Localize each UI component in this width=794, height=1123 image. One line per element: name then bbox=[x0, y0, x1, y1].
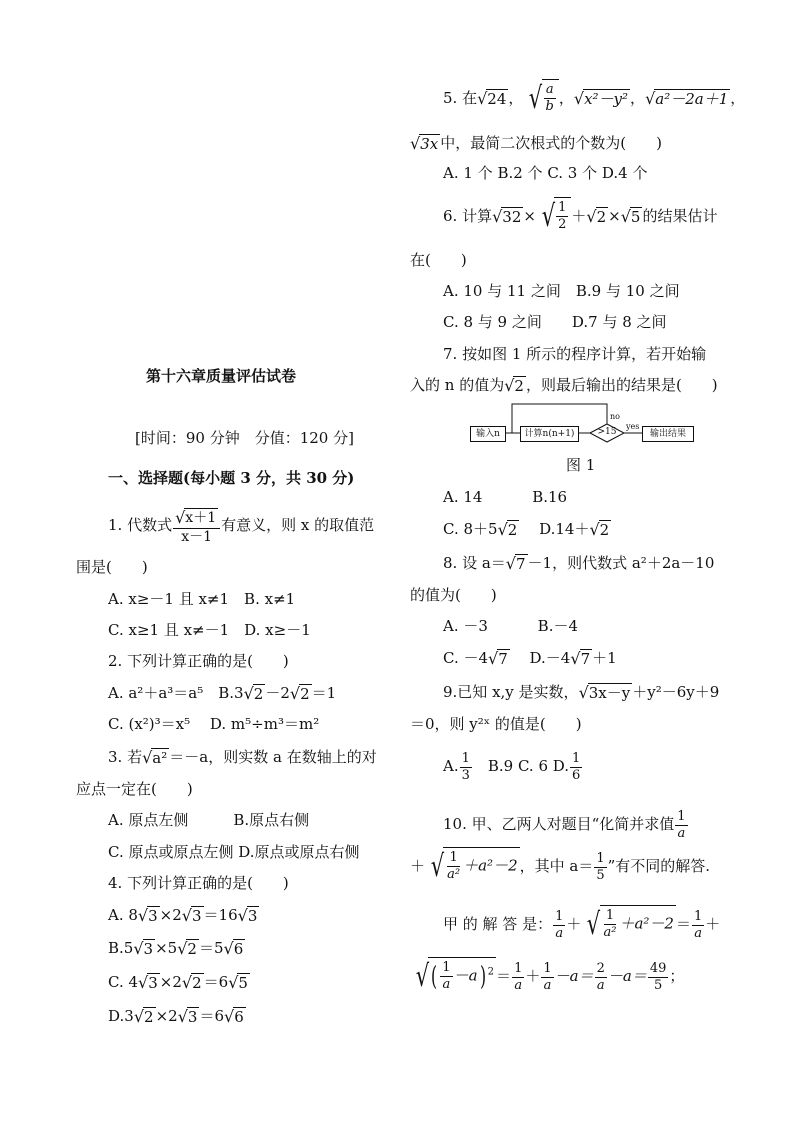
question-3-cont: 应点一定在( ) bbox=[76, 780, 193, 798]
question-3-option-c: C. 原点或原点左侧 D.原点或原点右侧 bbox=[108, 843, 360, 861]
question-6-option-a: A. 10 与 11 之间 B.9 与 10 之间 bbox=[443, 282, 680, 300]
question-6-stem: 6. 计算 √ 32 × √ $\frac{1}{2}$ ＋ √ 2 × √ 5 的结果估计 bbox=[443, 196, 717, 237]
question-3-stem: 3. 若 √ a² ＝－a，则实数 a 在数轴上的对 bbox=[108, 748, 377, 767]
question-9-stem: 9.已知 x,y 是实数， √ 3x－y ＋y²－6y＋9 bbox=[443, 683, 720, 702]
flow-yes-label: yes bbox=[626, 422, 640, 431]
question-5-line2: √ 3x 中，最简二次根式的个数为( ) bbox=[410, 134, 662, 153]
question-10-line2: ＋ √ $\frac{1}{\text{a²}}$ ＋a²－2 ，其中 a＝ $\frac{1}{5}$ ”有不同的解答. bbox=[410, 846, 710, 887]
question-7-stem: 7. 按如图 1 所示的程序计算，若开始输 bbox=[443, 345, 707, 363]
question-5-stem: 5. 在 √ 24 ， √ $\frac{a}{b}$ ， √ x²－y² ， √ a²－2a＋1 ， bbox=[443, 76, 745, 120]
question-2-option-a: A. a²＋a³＝a⁵ B.3 √ 2 －2 √ 2 ＝1 bbox=[108, 684, 337, 703]
question-8-option-c: C. －4 √ 7 D.－4 √ 7 ＋1 bbox=[443, 649, 617, 668]
flowchart bbox=[470, 402, 700, 446]
question-4-option-c: C. 4 √ 3 ×2 √ 2 ＝6 √ 5 bbox=[108, 973, 248, 992]
question-1-stem: 1. 代数式 √ x＋1 x－1 有意义，则 x 的取值范 bbox=[108, 507, 375, 545]
question-2-stem: 2. 下列计算正确的是( ) bbox=[108, 652, 289, 670]
section-heading: 一、选择题(每小题 3 分，共 30 分) bbox=[108, 469, 355, 487]
question-7-option-a: A. 14 B.16 bbox=[443, 488, 568, 506]
question-8-stem: 8. 设 a＝ √ 7 －1，则代数式 a²＋2a－10 bbox=[443, 554, 715, 573]
question-9-cont: ＝0，则 y²ˣ 的值是( ) bbox=[410, 715, 582, 733]
question-8-option-a: A. －3 B.－4 bbox=[443, 617, 579, 635]
question-4-option-d: D.3 √ 2 ×2 √ 3 ＝6 √ 6 bbox=[108, 1007, 244, 1026]
question-1-option-a: A. x≥－1 且 x≠1 B. x≠1 bbox=[108, 590, 296, 608]
question-3-option-a: A. 原点左侧 B.原点右侧 bbox=[108, 811, 310, 829]
flow-no-label: no bbox=[610, 412, 620, 421]
question-7-line2: 入的 n 的值为 √ 2 ，则最后输出的结果是( ) bbox=[410, 376, 718, 395]
question-10-stem: 10. 甲、乙两人对题目“化简并求值 $\frac{1}{a}$ bbox=[443, 808, 686, 841]
question-2-option-c: C. (x²)³＝x⁵ D. m⁵÷m³＝m² bbox=[108, 715, 320, 733]
question-5-options: A. 1 个 B.2 个 C. 3 个 D.4 个 bbox=[443, 164, 648, 182]
figure-caption: 图 1 bbox=[566, 456, 596, 474]
question-9-options: A. $\frac{1}{3}$ B.9 C. 6 D. $\frac{1}{6}$ bbox=[443, 750, 581, 783]
question-8-cont: 的值为( ) bbox=[410, 586, 497, 604]
question-1-option-c: C. x≥1 且 x≠－1 D. x≥－1 bbox=[108, 621, 311, 639]
exam-meta: [时间：90 分钟 分值：120 分] bbox=[135, 429, 354, 447]
question-10-jia-line1: 甲 的 解 答 是： $\frac{1}{a}$ ＋ √ $\frac{1}{\text{a²}}$ ＋a²－2 ＝ $\frac{1}{a}$ ＋ bbox=[443, 904, 720, 945]
page-title: 第十六章质量评估试卷 bbox=[146, 367, 297, 385]
question-6-option-c: C. 8 与 9 之间 D.7 与 8 之间 bbox=[443, 313, 667, 331]
question-6-cont: 在( ) bbox=[410, 251, 467, 269]
flow-input-box: 输入n bbox=[470, 426, 506, 442]
question-7-option-c: C. 8＋5 √ 2 D.14＋ √ 2 bbox=[443, 520, 610, 539]
question-10-jia-line2: √ ( $\frac{1}{a}$ －a) $^2$ ＝ $\frac{1}{a}$ ＋ $\frac{1}{a}$ －a＝ $\frac{2}{a}$ －a＝ $\frac{49}{5}$ ； bbox=[410, 952, 684, 1000]
flow-output-box: 输出结果 bbox=[642, 426, 694, 442]
flow-condition: >15 bbox=[597, 427, 617, 437]
flow-calc-box: 计算n(n+1) bbox=[520, 426, 579, 442]
question-4-option-b: B.5 √ 3 ×5 √ 2 ＝5 √ 6 bbox=[108, 939, 244, 958]
question-4-stem: 4. 下列计算正确的是( ) bbox=[108, 874, 289, 892]
question-4-option-a: A. 8 √ 3 ×2 √ 3 ＝16 √ 3 bbox=[108, 906, 258, 925]
question-1-cont: 围是( ) bbox=[76, 558, 148, 576]
